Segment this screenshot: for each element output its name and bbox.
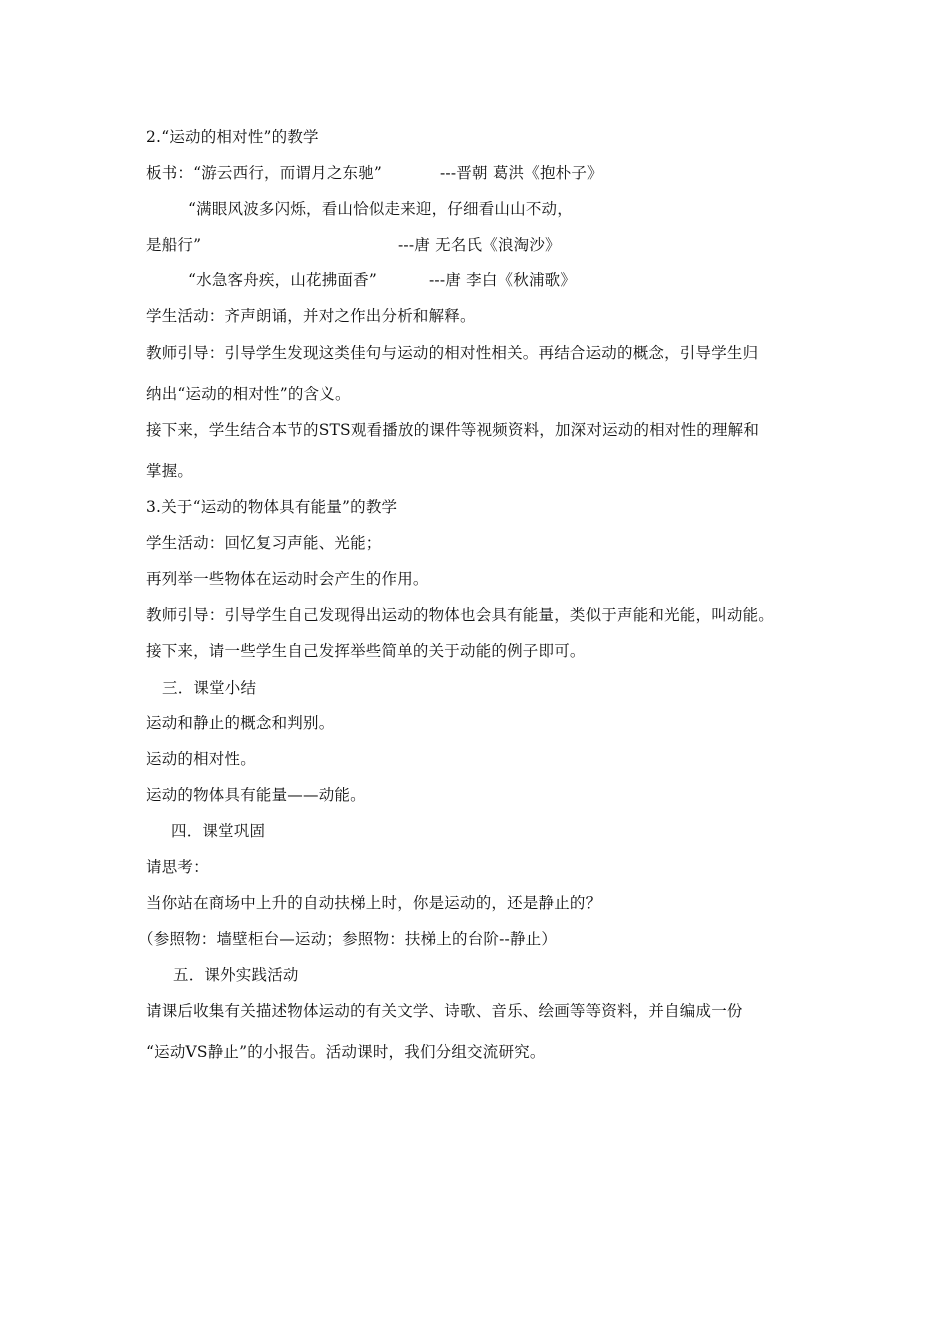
- section-3-next: 接下来，请一些学生自己发挥举些简单的关于动能的例子即可。: [146, 642, 586, 660]
- practice-line-1: 请课后收集有关描述物体运动的有关文学、诗歌、音乐、绘画等等资料，并自编成一份: [146, 1002, 743, 1020]
- section-3-teacher-guide: 教师引导：引导学生自己发现得出运动的物体也会具有能量，类似于声能和光能，叫动能。: [146, 606, 775, 624]
- quote-1-text: “游云西行，而谓月之东驰”: [193, 164, 383, 182]
- board-label: 板书：: [146, 164, 194, 182]
- practice-line-2: “运动VS静止”的小报告。活动课时，我们分组交流研究。: [146, 1043, 546, 1061]
- quote-2-line-2: 是船行”: [146, 236, 202, 254]
- section-2-teacher-guide-line-2: 纳出“运动的相对性”的含义。: [146, 385, 351, 403]
- section-2-next-line-1: 接下来，学生结合本节的STS观看播放的课件等视频资料，加深对运动的相对性的理解和: [146, 421, 760, 439]
- summary-item-2: 运动的相对性。: [146, 750, 256, 768]
- summary-item-3: 运动的物体具有能量——动能。: [146, 786, 366, 804]
- quote-1-source: ---晋朝 葛洪《抱朴子》: [440, 164, 603, 182]
- summary-item-1: 运动和静止的概念和判别。: [146, 714, 335, 732]
- summary-heading: 三．课堂小结: [162, 679, 257, 697]
- question-text: 当你站在商场中上升的自动扶梯上时，你是运动的，还是静止的？: [146, 894, 602, 912]
- consolidate-heading: 四．课堂巩固: [171, 822, 266, 840]
- section-2-heading: 2.“运动的相对性”的教学: [146, 128, 319, 146]
- answer-text: （参照物：墙壁柜台—运动；参照物：扶梯上的台阶--静止）: [138, 930, 558, 948]
- section-3-list: 再列举一些物体在运动时会产生的作用。: [146, 570, 429, 588]
- section-3-student-activity: 学生活动：回忆复习声能、光能；: [146, 534, 382, 552]
- practice-heading: 五．课外实践活动: [173, 966, 299, 984]
- quote-3-source: ---唐 李白《秋浦歌》: [429, 271, 577, 289]
- board-quote-1: [146, 163, 382, 183]
- section-3-heading: 3.关于“运动的物体具有能量”的教学: [146, 498, 398, 516]
- section-2-teacher-guide-line-1: 教师引导：引导学生发现这类佳句与运动的相对性相关。再结合运动的概念，引导学生归: [146, 344, 759, 362]
- think-prompt: 请思考：: [146, 858, 209, 876]
- quote-2-line-1: “满眼风波多闪烁，看山恰似走来迎，仔细看山山不动，: [188, 200, 573, 218]
- section-2-student-activity: 学生活动：齐声朗诵，并对之作出分析和解释。: [146, 307, 476, 325]
- section-2-next-line-2: 掌握。: [146, 462, 194, 480]
- quote-2-source: ---唐 无名氏《浪淘沙》: [398, 236, 561, 254]
- quote-3-text: “水急客舟疾，山花拂面香”: [188, 271, 377, 289]
